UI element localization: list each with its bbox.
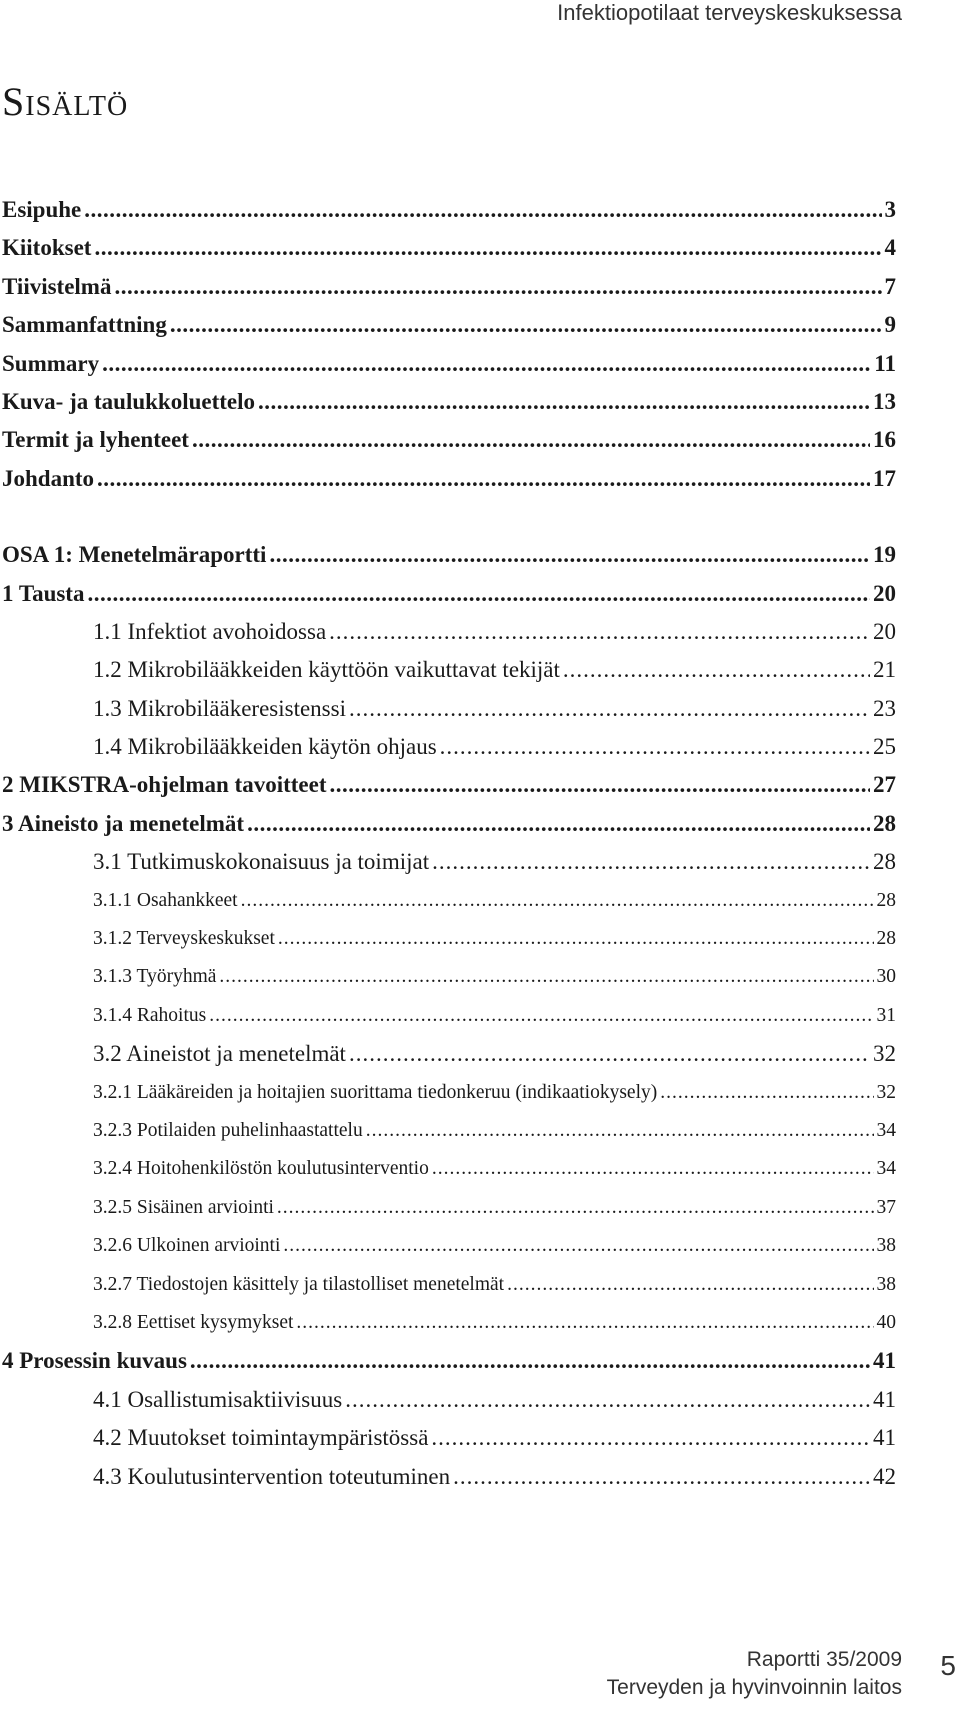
toc-entry-label: 3.2.1 Lääkäreiden ja hoitajien suorittama tiedonkeruu (indikaatiokysely) (93, 1081, 658, 1103)
toc-entry-label: 3.2.6 Ulkoinen arviointi (93, 1235, 281, 1257)
toc-entry-3-2-3[interactable] (2, 1112, 896, 1150)
toc-entry-label: 3 Aineisto ja menetelmät (2, 810, 245, 836)
toc-entry-osa-1[interactable] (2, 536, 896, 574)
toc-entry-label: Sammanfattning (2, 312, 167, 338)
leader-dots (278, 920, 874, 958)
leader-dots (349, 1035, 870, 1073)
toc-entry-label: 3.1.2 Terveyskeskukset (93, 928, 275, 950)
toc-entry-page: 17 (873, 465, 896, 491)
toc-entry-page: 41 (873, 1348, 896, 1374)
toc-entry-label: 3.2.8 Eettiset kysymykset (93, 1311, 294, 1333)
leader-dots (432, 843, 870, 881)
toc-entry-3-2[interactable] (2, 1035, 896, 1073)
toc-entry-page: 7 (884, 273, 896, 299)
toc-entry-label: Termit ja lyhenteet (2, 427, 189, 453)
leader-dots (349, 690, 870, 728)
toc-entry-label: 4.2 Muutokset toimintaympäristössä (93, 1425, 429, 1451)
toc-entry-label: Tiivistelmä (2, 273, 112, 299)
toc-entry-page: 41 (873, 1425, 896, 1451)
leader-dots (192, 421, 870, 459)
toc-entry-kuva-ja-taulukkoluettelo[interactable] (2, 383, 896, 421)
toc-entry-page: 27 (873, 772, 896, 798)
toc-entry-label: 4.3 Koulutusintervention toteutuminen (93, 1463, 451, 1489)
toc-entry-3-2-7[interactable] (2, 1266, 896, 1304)
toc-entry-label: 1.2 Mikrobilääkkeiden käyttöön vaikuttavat tekijät (93, 657, 560, 683)
leader-dots (277, 1189, 874, 1227)
leader-dots (283, 1227, 873, 1265)
table-of-contents (2, 191, 896, 1496)
toc-entry-label: Johdanto (2, 465, 95, 491)
toc-entry-page: 37 (876, 1196, 896, 1218)
toc-entry-page: 11 (874, 350, 896, 376)
toc-entry-1-3[interactable] (2, 690, 896, 728)
leader-dots (366, 1112, 874, 1150)
toc-entry-sammanfattning[interactable] (2, 306, 896, 344)
toc-entry-3-1-4[interactable] (2, 997, 896, 1035)
toc-entry-page: 28 (873, 810, 896, 836)
leader-dots (440, 728, 870, 766)
leader-dots (190, 1342, 870, 1380)
toc-entry-page: 34 (876, 1119, 896, 1141)
institution-name: Terveyden ja hyvinvoinnin laitos (606, 1676, 902, 1699)
toc-entry-page: 20 (873, 580, 896, 606)
toc-entry-summary[interactable] (2, 345, 896, 383)
toc-entry-3-1-3[interactable] (2, 958, 896, 996)
toc-entry-kiitokset[interactable] (2, 229, 896, 267)
toc-entry-page: 31 (876, 1004, 896, 1026)
leader-dots (114, 268, 881, 306)
toc-entry-label: Esipuhe (2, 197, 82, 222)
leader-dots (84, 191, 881, 229)
toc-group-spacer (2, 498, 896, 536)
leader-dots (660, 1074, 873, 1112)
page-title: Sisältö (2, 79, 129, 124)
toc-entry-2[interactable] (2, 766, 896, 804)
leader-dots (296, 1304, 873, 1342)
toc-entry-label: Kuva- ja taulukkoluettelo (2, 388, 256, 414)
toc-entry-page: 16 (873, 427, 896, 453)
leader-dots (345, 1381, 870, 1419)
toc-entry-4-2[interactable] (2, 1419, 896, 1457)
toc-entry-label: 3.1.1 Osahankkeet (93, 889, 238, 911)
leader-dots (258, 383, 870, 421)
toc-entry-3-1-2[interactable] (2, 920, 896, 958)
toc-entry-3-2-6[interactable] (2, 1227, 896, 1265)
toc-entry-label: 3.2.3 Potilaiden puhelinhaastattelu (93, 1119, 363, 1141)
toc-entry-label: OSA 1: Menetelmäraportti (2, 542, 267, 568)
toc-entry-label: 3.1.4 Rahoitus (93, 1004, 207, 1026)
page-number: 5 (940, 1650, 956, 1681)
toc-entry-page: 23 (873, 695, 896, 721)
leader-dots (94, 229, 881, 267)
toc-entry-4[interactable] (2, 1342, 896, 1380)
toc-entry-label: 3.2.7 Tiedostojen käsittely ja tilastolliset menetelmät (93, 1273, 505, 1295)
toc-entry-page: 40 (876, 1311, 896, 1333)
toc-entry-4-1[interactable] (2, 1381, 896, 1419)
leader-dots (329, 613, 870, 651)
toc-entry-page: 38 (876, 1273, 896, 1295)
toc-entry-page: 13 (873, 388, 896, 414)
toc-entry-1-tausta[interactable] (2, 575, 896, 613)
toc-entry-page: 32 (876, 1081, 896, 1103)
leader-dots (330, 766, 870, 804)
leader-dots (170, 306, 882, 344)
toc-entry-page: 28 (873, 849, 896, 875)
toc-entry-page: 42 (873, 1463, 896, 1489)
toc-entry-tiivistelma[interactable] (2, 268, 896, 306)
toc-entry-page: 19 (873, 542, 896, 568)
toc-entry-3-2-1[interactable] (2, 1074, 896, 1112)
toc-entry-3-1[interactable] (2, 843, 896, 881)
leader-dots (431, 1419, 870, 1457)
toc-entry-label: 1.3 Mikrobilääkeresistenssi (93, 695, 346, 721)
leader-dots (247, 805, 870, 843)
toc-entry-label: 4.1 Osallistumisaktiivisuus (93, 1386, 343, 1412)
toc-entry-page: 38 (876, 1235, 896, 1257)
leader-dots (102, 345, 871, 383)
toc-entry-label: Kiitokset (2, 235, 92, 261)
toc-entry-esipuhe[interactable] (2, 191, 896, 229)
running-header: Infektiopotilaat terveyskeskuksessa (557, 0, 902, 25)
toc-entry-page: 3 (884, 197, 896, 222)
toc-entry-page: 34 (876, 1158, 896, 1180)
toc-entry-4-3[interactable] (2, 1458, 896, 1496)
toc-entry-page: 4 (884, 235, 896, 261)
toc-entry-page: 21 (873, 657, 896, 683)
toc-entry-page: 20 (873, 618, 896, 644)
toc-entry-label: 3.1.3 Työryhmä (93, 966, 217, 988)
toc-entry-label: 4 Prosessin kuvaus (2, 1348, 187, 1374)
toc-entry-label: 3.2.4 Hoitohenkilöstön koulutusinterventio (93, 1158, 429, 1180)
toc-entry-page: 32 (873, 1041, 896, 1067)
leader-dots (432, 1150, 874, 1188)
toc-entry-page: 28 (876, 889, 896, 911)
toc-entry-3-2-5[interactable] (2, 1189, 896, 1227)
leader-dots (219, 958, 873, 996)
toc-entry-3[interactable] (2, 805, 896, 843)
toc-entry-label: 2 MIKSTRA-ohjelman tavoitteet (2, 772, 327, 798)
leader-dots (507, 1266, 873, 1304)
toc-entry-page: 30 (876, 966, 896, 988)
toc-entry-johdanto[interactable] (2, 460, 896, 498)
toc-entry-page: 9 (884, 312, 896, 338)
leader-dots (241, 882, 874, 920)
toc-entry-label: 1.1 Infektiot avohoidossa (93, 618, 327, 644)
toc-entry-page: 41 (873, 1386, 896, 1412)
toc-entry-label: Summary (2, 350, 100, 376)
leader-dots (453, 1458, 870, 1496)
page-footer (607, 1646, 902, 1702)
toc-entry-label: 3.2 Aineistot ja menetelmät (93, 1041, 346, 1067)
leader-dots (563, 651, 870, 689)
toc-entry-label: 3.1 Tutkimuskokonaisuus ja toimijat (93, 849, 430, 875)
toc-entry-3-2-4[interactable] (2, 1150, 896, 1188)
toc-entry-1-1[interactable] (2, 613, 896, 651)
toc-entry-3-1-1[interactable] (2, 882, 896, 920)
toc-entry-1-4[interactable] (2, 728, 896, 766)
toc-entry-3-2-8[interactable] (2, 1304, 896, 1342)
toc-entry-page: 25 (873, 734, 896, 760)
leader-dots (269, 536, 870, 574)
leader-dots (87, 575, 870, 613)
toc-entry-1-2[interactable] (2, 651, 896, 689)
leader-dots (97, 460, 870, 498)
toc-entry-page: 28 (876, 928, 896, 950)
leader-dots (209, 997, 873, 1035)
toc-entry-label: 1 Tausta (2, 580, 85, 606)
toc-entry-label: 1.4 Mikrobilääkkeiden käytön ohjaus (93, 734, 437, 760)
toc-entry-termit-ja-lyhenteet[interactable] (2, 421, 896, 459)
toc-entry-label: 3.2.5 Sisäinen arviointi (93, 1196, 274, 1218)
report-number: Raportti 35/2009 (746, 1648, 902, 1671)
